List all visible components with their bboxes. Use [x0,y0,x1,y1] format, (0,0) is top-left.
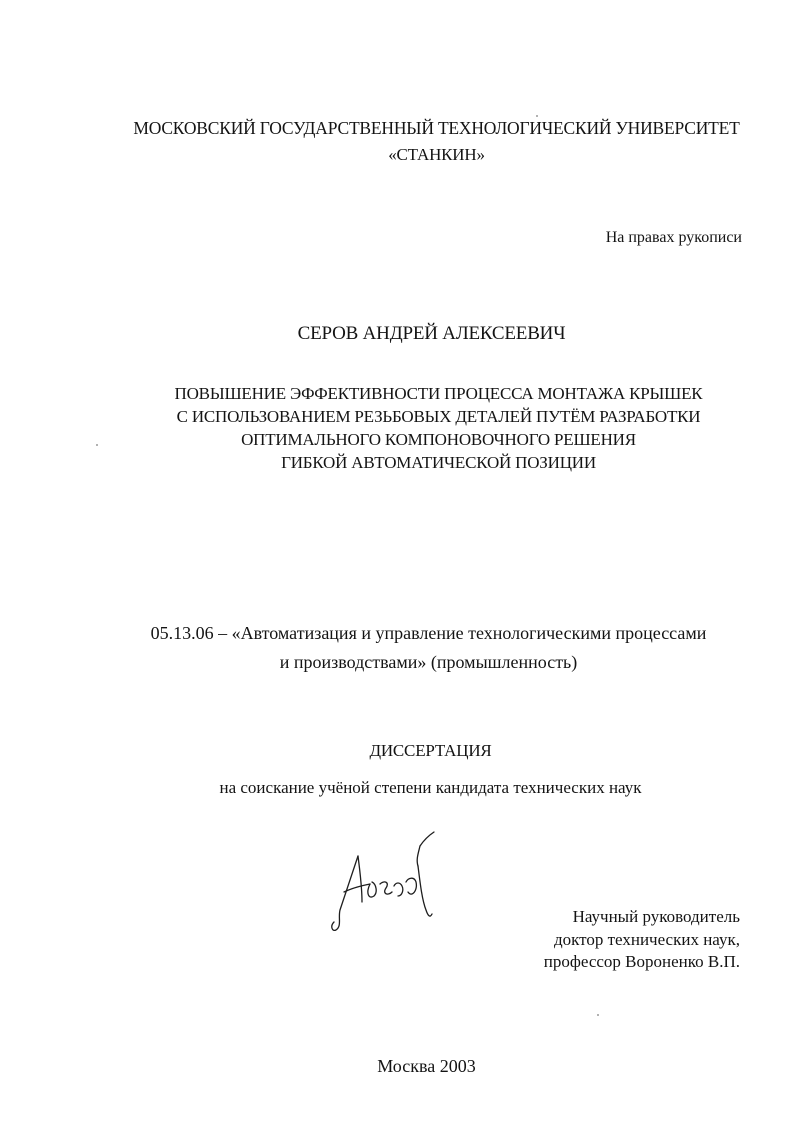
supervisor-name: профессор Вороненко В.П. [543,952,740,971]
supervisor-role: Научный руководитель [572,907,740,926]
university-name: МОСКОВСКИЙ ГОСУДАРСТВЕННЫЙ ТЕХНОЛОГИЧЕСКИЙ УНИВЕРСИТЕТ [133,118,740,138]
specialty-line-2: и производствами» (промышленность) [279,652,578,672]
title-line: С ИСПОЛЬЗОВАНИЕМ РЕЗЬБОВЫХ ДЕТАЛЕЙ ПУТЁМ РАЗРАБОТКИ [176,407,701,426]
city-year: Москва 2003 [377,1056,476,1076]
specialty-line-1: 05.13.06 – «Автоматизация и управление технологическими процессами [150,623,707,643]
supervisor-block [505,906,740,974]
scan-speck [536,115,538,117]
title-line: ПОВЫШЕНИЕ ЭФФЕКТИВНОСТИ ПРОЦЕССА МОНТАЖА КРЫШЕК [174,384,703,403]
signature-icon [322,826,442,936]
scan-speck [597,1014,599,1016]
title-line: ГИБКОЙ АВТОМАТИЧЕСКОЙ ПОЗИЦИИ [281,453,596,472]
degree-statement: на соискание учёной степени кандидата технических наук [219,778,642,797]
title-line: ОПТИМАЛЬНОГО КОМПОНОВОЧНОГО РЕШЕНИЯ [241,430,636,449]
manuscript-note: На правах рукописи [605,229,742,246]
university-short-name: «СТАНКИН» [388,145,485,164]
scan-speck [96,444,98,446]
document-type: ДИССЕРТАЦИЯ [369,741,492,760]
author-name: СЕРОВ АНДРЕЙ АЛЕКСЕЕВИЧ [297,323,566,344]
supervisor-degree: доктор технических наук, [553,929,740,949]
